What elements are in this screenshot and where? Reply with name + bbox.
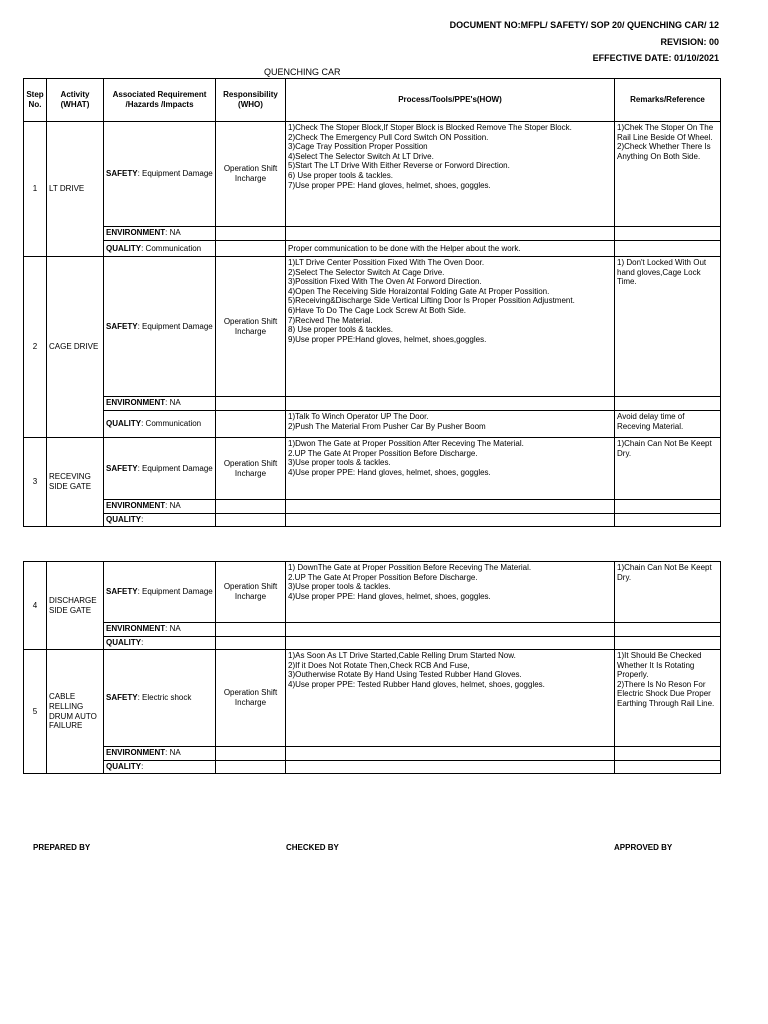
quality-process: Proper communication to be done with the Helper about the work. — [286, 241, 615, 257]
responsibility: Operation Shift Incharge — [216, 438, 286, 500]
table-row — [24, 122, 721, 227]
environment-text: : NA — [165, 748, 181, 757]
process-text: 1) DownThe Gate at Proper Possition Before Receving The Material. 2.UP The Gate At Proper Possition Before Discharge. 3)Use proper tools & tackles. 4)Use proper PPE: Hand gloves, helmet, shoes, goggles. — [286, 562, 615, 623]
col-header-responsibility: Responsibility (WHO) — [216, 79, 286, 122]
quality-requirement — [104, 411, 216, 438]
environment-requirement — [104, 500, 216, 514]
quality-responsibility — [216, 411, 286, 438]
table-row — [24, 747, 721, 761]
step-activity: LT DRIVE — [47, 122, 104, 257]
table-row — [24, 397, 721, 411]
quality-remarks — [615, 241, 721, 257]
safety-label: SAFETY — [106, 693, 138, 703]
process-text: 1)As Soon As LT Drive Started,Cable Relling Drum Started Now. 2)If it Does Not Rotate Then,Check RCB And Fuse, 3)Outherwise Rotate By Hand Using Tested Rubber Hand Gloves. 4)Use proper PPE: Tested Rubber Hand gloves, helmet, shoes, goggles. — [286, 650, 615, 747]
responsibility: Operation Shift Incharge — [216, 562, 286, 623]
environment-process — [286, 747, 615, 761]
step-number: 5 — [24, 650, 47, 774]
environment-remarks — [615, 747, 721, 761]
environment-text: : NA — [165, 228, 181, 237]
sop-table-2 — [23, 561, 721, 774]
environment-requirement — [104, 397, 216, 411]
environment-responsibility — [216, 397, 286, 411]
safety-text: : Equipment Damage — [137, 169, 213, 179]
table-row — [24, 562, 721, 623]
safety-requirement — [104, 650, 216, 747]
table-row — [24, 623, 721, 637]
safety-text: : Equipment Damage — [137, 587, 213, 597]
environment-label: ENVIRONMENT — [106, 501, 166, 510]
quality-text: : Communication — [141, 243, 202, 253]
environment-remarks — [615, 500, 721, 514]
checked-by-label: CHECKED BY — [286, 843, 339, 852]
table-row — [24, 500, 721, 514]
quality-label: QUALITY — [106, 638, 142, 647]
quality-requirement — [104, 761, 216, 774]
environment-remarks — [615, 623, 721, 637]
effective-date: EFFECTIVE DATE: 01/10/2021 — [592, 53, 719, 63]
safety-text: : Electric shock — [137, 693, 192, 703]
environment-label: ENVIRONMENT — [106, 228, 166, 237]
quality-requirement — [104, 241, 216, 257]
responsibility: Operation Shift Incharge — [216, 257, 286, 397]
environment-process — [286, 397, 615, 411]
environment-text: : NA — [165, 501, 181, 510]
environment-responsibility — [216, 623, 286, 637]
step-activity: CAGE DRIVE — [47, 257, 104, 438]
safety-label: SAFETY — [106, 463, 138, 473]
quality-text: : — [141, 762, 144, 771]
remarks-text: 1)Chain Can Not Be Keept Dry. — [615, 438, 721, 500]
step-number: 1 — [24, 122, 47, 257]
environment-requirement — [104, 623, 216, 637]
sop-table-1 — [23, 78, 721, 527]
responsibility: Operation Shift Incharge — [216, 122, 286, 227]
safety-text: : Equipment Damage — [137, 321, 213, 331]
step-activity: RECEVING SIDE GATE — [47, 438, 104, 527]
environment-text: : NA — [165, 398, 181, 407]
quality-responsibility — [216, 514, 286, 527]
safety-label: SAFETY — [106, 321, 138, 331]
quality-text: : — [141, 515, 144, 524]
quality-requirement — [104, 514, 216, 527]
table-row — [24, 637, 721, 650]
environment-remarks — [615, 227, 721, 241]
quality-remarks — [615, 761, 721, 774]
remarks-text: 1)It Should Be Checked Whether It Is Rotating Properly. 2)There Is No Reson For Electric Shock Due Proper Earthing Through Rail Line. — [615, 650, 721, 747]
process-text: 1)LT Drive Center Possition Fixed With The Oven Door. 2)Select The Selector Switch At Cage Drive. 3)Possition Fixed With The Oven At Forword Direction. 4)Open The Receiving Side Horaizontal Folding Gate At Proper Possition. 5)Receiving&Discharge Side Vertical Lifting Door Is Proper Possition Adjustment. 6)Have To Do The Cage Lock Screw At Both Side. 7)Recived The Material. 8) Use proper tools & tackles. 9)Use proper PPE:Hand gloves, helmet, shoes,goggles. — [286, 257, 615, 397]
quality-process: 1)Talk To Winch Operator UP The Door. 2)Push The Material From Pusher Car By Pusher Boom — [286, 411, 615, 438]
quality-remarks: Avoid delay time of Receving Material. — [615, 411, 721, 438]
safety-requirement — [104, 562, 216, 623]
col-header-activity: Activity (WHAT) — [47, 79, 104, 122]
quality-text: : Communication — [141, 419, 202, 429]
quality-requirement — [104, 637, 216, 650]
document-title: QUENCHING CAR — [264, 67, 341, 77]
quality-label: QUALITY — [106, 515, 142, 524]
quality-process — [286, 637, 615, 650]
environment-remarks — [615, 397, 721, 411]
remarks-text: 1)Chek The Stoper On The Rail Line Beside Of Wheel. 2)Check Whether There Is Anything On Both Side. — [615, 122, 721, 227]
prepared-by-label: PREPARED BY — [33, 843, 91, 852]
safety-requirement — [104, 438, 216, 500]
safety-requirement — [104, 257, 216, 397]
environment-responsibility — [216, 227, 286, 241]
step-number: 2 — [24, 257, 47, 438]
safety-requirement — [104, 122, 216, 227]
table-row — [24, 514, 721, 527]
quality-label: QUALITY — [106, 419, 142, 429]
process-text: 1)Dwon The Gate at Proper Possition After Receving The Material. 2.UP The Gate At Proper Possition Before Discharge. 3)Use proper tools & tackles. 4)Use proper PPE: Hand gloves, helmet, shoes, goggles. — [286, 438, 615, 500]
safety-text: : Equipment Damage — [137, 463, 213, 473]
environment-responsibility — [216, 747, 286, 761]
safety-label: SAFETY — [106, 169, 138, 179]
quality-remarks — [615, 637, 721, 650]
quality-responsibility — [216, 241, 286, 257]
table-row — [24, 227, 721, 241]
table-row — [24, 411, 721, 438]
table-header-row — [24, 79, 721, 122]
step-activity: CABLE RELLING DRUM AUTO FAILURE — [47, 650, 104, 774]
table-row — [24, 761, 721, 774]
col-header-remarks: Remarks/Reference — [615, 79, 721, 122]
environment-label: ENVIRONMENT — [106, 398, 166, 407]
table-row — [24, 241, 721, 257]
document-number: DOCUMENT NO:MFPL/ SAFETY/ SOP 20/ QUENCHING CAR/ 12 — [449, 20, 719, 30]
col-header-process: Process/Tools/PPE's(HOW) — [286, 79, 615, 122]
approved-by-label: APPROVED BY — [614, 843, 673, 852]
step-number: 3 — [24, 438, 47, 527]
revision: REVISION: 00 — [660, 37, 719, 47]
table-row — [24, 438, 721, 500]
responsibility: Operation Shift Incharge — [216, 650, 286, 747]
safety-label: SAFETY — [106, 587, 138, 597]
step-activity: DISCHARGE SIDE GATE — [47, 562, 104, 650]
quality-text: : — [141, 638, 144, 647]
process-text: 1)Check The Stoper Block,If Stoper Block is Blocked Remove The Stoper Block. 2)Check The Emergency Pull Cord Switch ON Possition. 3)Cage Tray Possition Proper Possition 4)Select The Selector Switch At LT Drive. 5)Start The LT Drive With Either Reverse or Forword Direction. 6) Use proper tools & tackles. 7)Use proper PPE: Hand gloves, helmet, shoes, goggles. — [286, 122, 615, 227]
quality-process — [286, 761, 615, 774]
environment-requirement — [104, 747, 216, 761]
quality-label: QUALITY — [106, 762, 142, 771]
environment-label: ENVIRONMENT — [106, 748, 166, 757]
quality-process — [286, 514, 615, 527]
quality-responsibility — [216, 761, 286, 774]
environment-process — [286, 227, 615, 241]
step-number: 4 — [24, 562, 47, 650]
remarks-text: 1) Don't Locked With Out hand gloves,Cage Lock Time. — [615, 257, 721, 397]
quality-responsibility — [216, 637, 286, 650]
col-header-requirement: Associated Requirement /Hazards /Impacts — [104, 79, 216, 122]
environment-responsibility — [216, 500, 286, 514]
col-header-step: Step No. — [24, 79, 47, 122]
quality-remarks — [615, 514, 721, 527]
environment-process — [286, 500, 615, 514]
environment-label: ENVIRONMENT — [106, 624, 166, 633]
table-row — [24, 257, 721, 397]
environment-process — [286, 623, 615, 637]
environment-requirement — [104, 227, 216, 241]
remarks-text: 1)Chain Can Not Be Keept Dry. — [615, 562, 721, 623]
table-row — [24, 650, 721, 747]
quality-label: QUALITY — [106, 243, 142, 253]
environment-text: : NA — [165, 624, 181, 633]
